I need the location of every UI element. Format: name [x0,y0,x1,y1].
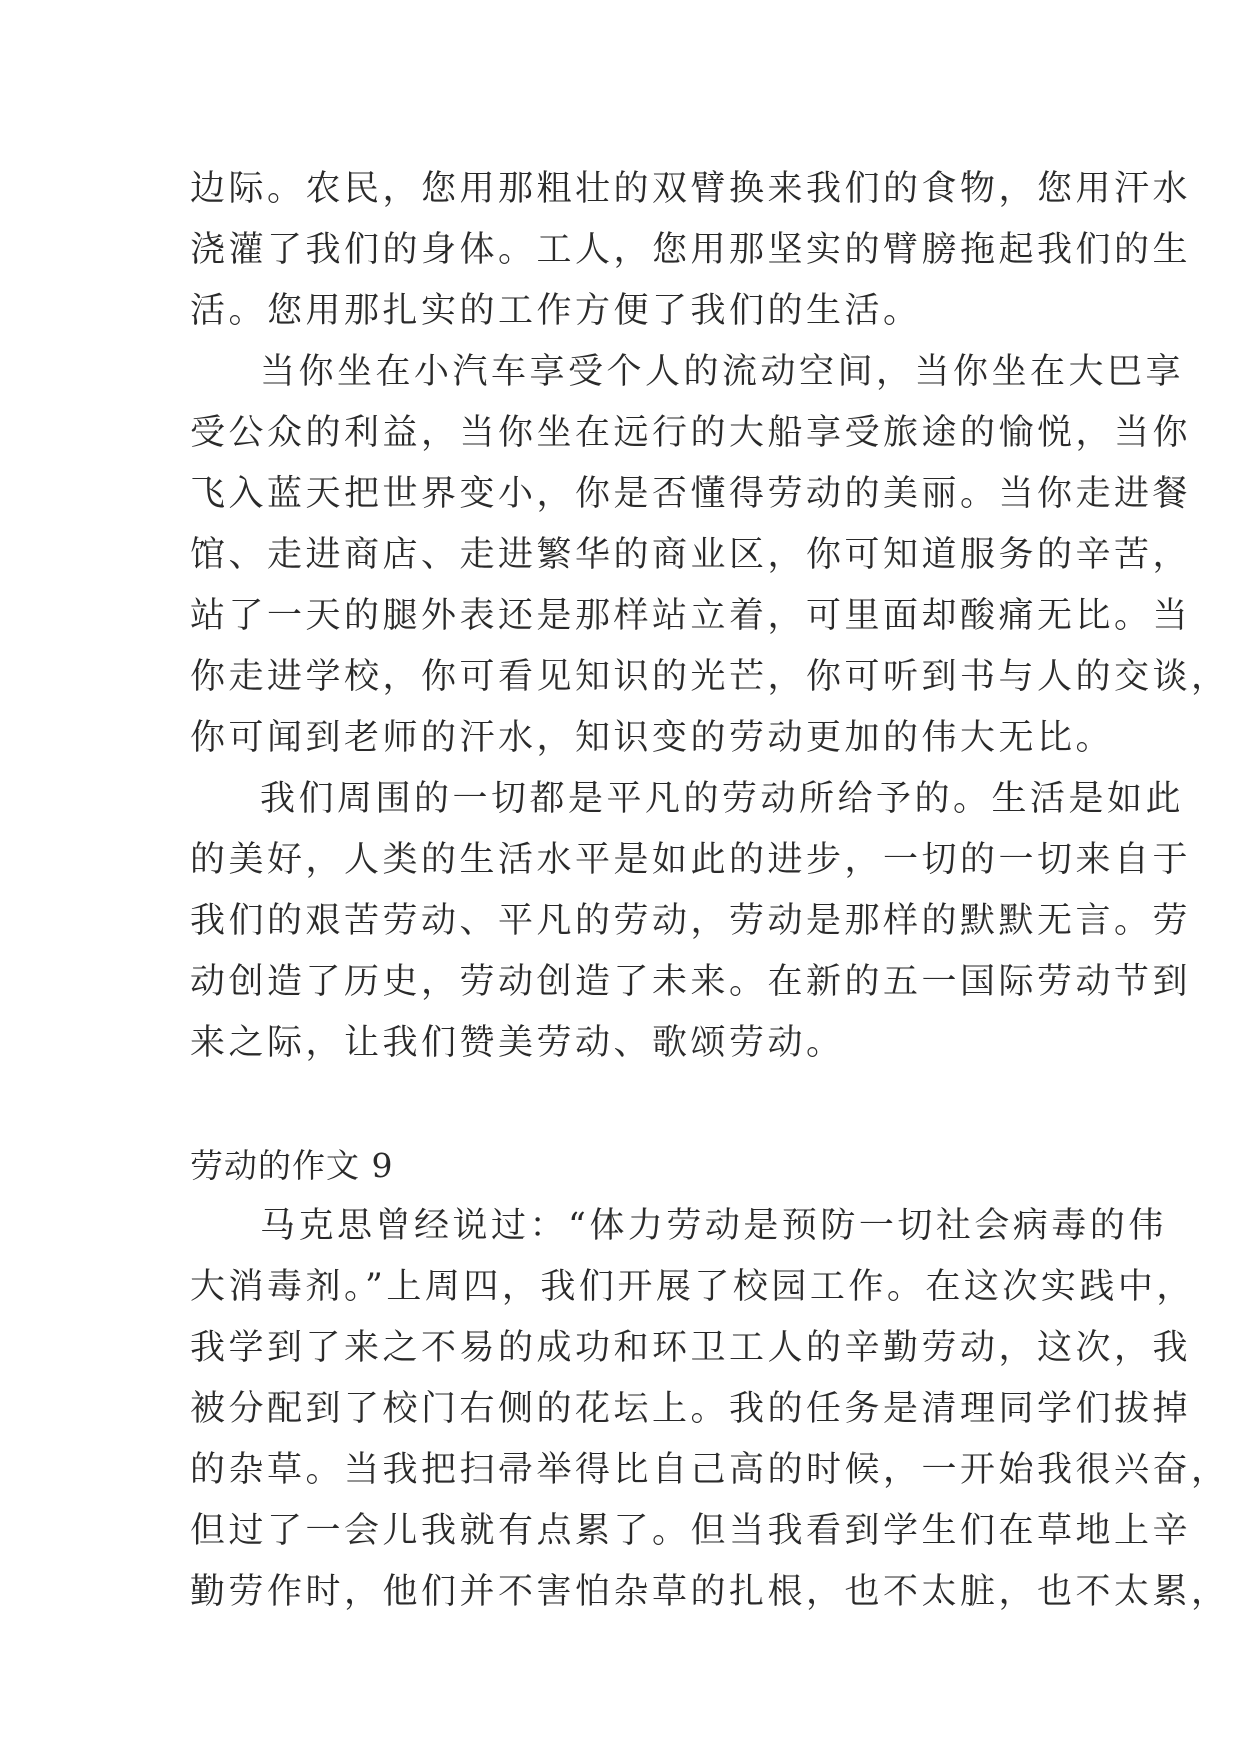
text-line: 站了一天的腿外表还是那样站立着，可里面却酸痛无比。当 [190,596,1192,636]
text-line: 浇灌了我们的身体。工人，您用那坚实的臂膀拖起我们的生 [190,230,1192,270]
text-line: 动创造了历史，劳动创造了未来。在新的五一国际劳动节到 [190,962,1192,1002]
text-line: 我们的艰苦劳动、平凡的劳动，劳动是那样的默默无言。劳 [190,901,1192,941]
paragraph-2 [190,342,1230,769]
paragraph-1 [190,159,1192,342]
text-line: 活。您用那扎实的工作方便了我们的生活。 [190,291,922,331]
text-line: 馆、走进商店、走进繁华的商业区，你可知道服务的辛苦， [190,535,1192,575]
section-title: 劳动的作文 9 [190,1146,394,1185]
text-line: 但过了一会儿我就有点累了。但当我看到学生们在草地上辛 [190,1511,1192,1551]
text-line: 边际。农民，您用那粗壮的双臂换来我们的食物，您用汗水 [190,169,1192,209]
section-spacer [190,1074,1050,1135]
text-line: 受公众的利益，当你坐在远行的大船享受旅途的愉悦，当你 [190,413,1192,453]
document-body [190,159,1230,1623]
text-line: 马克思曾经说过：“体力劳动是预防一切社会病毒的伟 [260,1206,1167,1246]
text-line: 我们周围的一切都是平凡的劳动所给予的。生活是如此 [260,779,1185,819]
text-line: 当你坐在小汽车享受个人的流动空间，当你坐在大巴享 [260,352,1185,392]
text-line: 你可闻到老师的汗水，知识变的劳动更加的伟大无比。 [190,718,1115,758]
text-line: 飞入蓝天把世界变小，你是否懂得劳动的美丽。当你走进餐 [190,474,1192,514]
paragraph-4 [190,1196,1230,1623]
text-line: 我学到了来之不易的成功和环卫工人的辛勤劳动，这次，我 [190,1328,1192,1368]
text-line: 被分配到了校门右侧的花坛上。我的任务是清理同学们拔掉 [190,1389,1192,1429]
text-line: 勤劳作时，他们并不害怕杂草的扎根，也不太脏，也不太累， [190,1572,1230,1612]
text-line: 大消毒剂。”上周四，我们开展了校园工作。在这次实践中， [190,1267,1195,1307]
text-line: 你走进学校，你可看见知识的光芒，你可听到书与人的交谈， [190,657,1230,697]
paragraph-3 [190,769,1192,1074]
text-line: 来之际，让我们赞美劳动、歌颂劳动。 [190,1023,845,1063]
text-line: 的美好，人类的生活水平是如此的进步，一切的一切来自于 [190,840,1192,880]
text-line: 的杂草。当我把扫帚举得比自己高的时候，一开始我很兴奋， [190,1450,1230,1490]
